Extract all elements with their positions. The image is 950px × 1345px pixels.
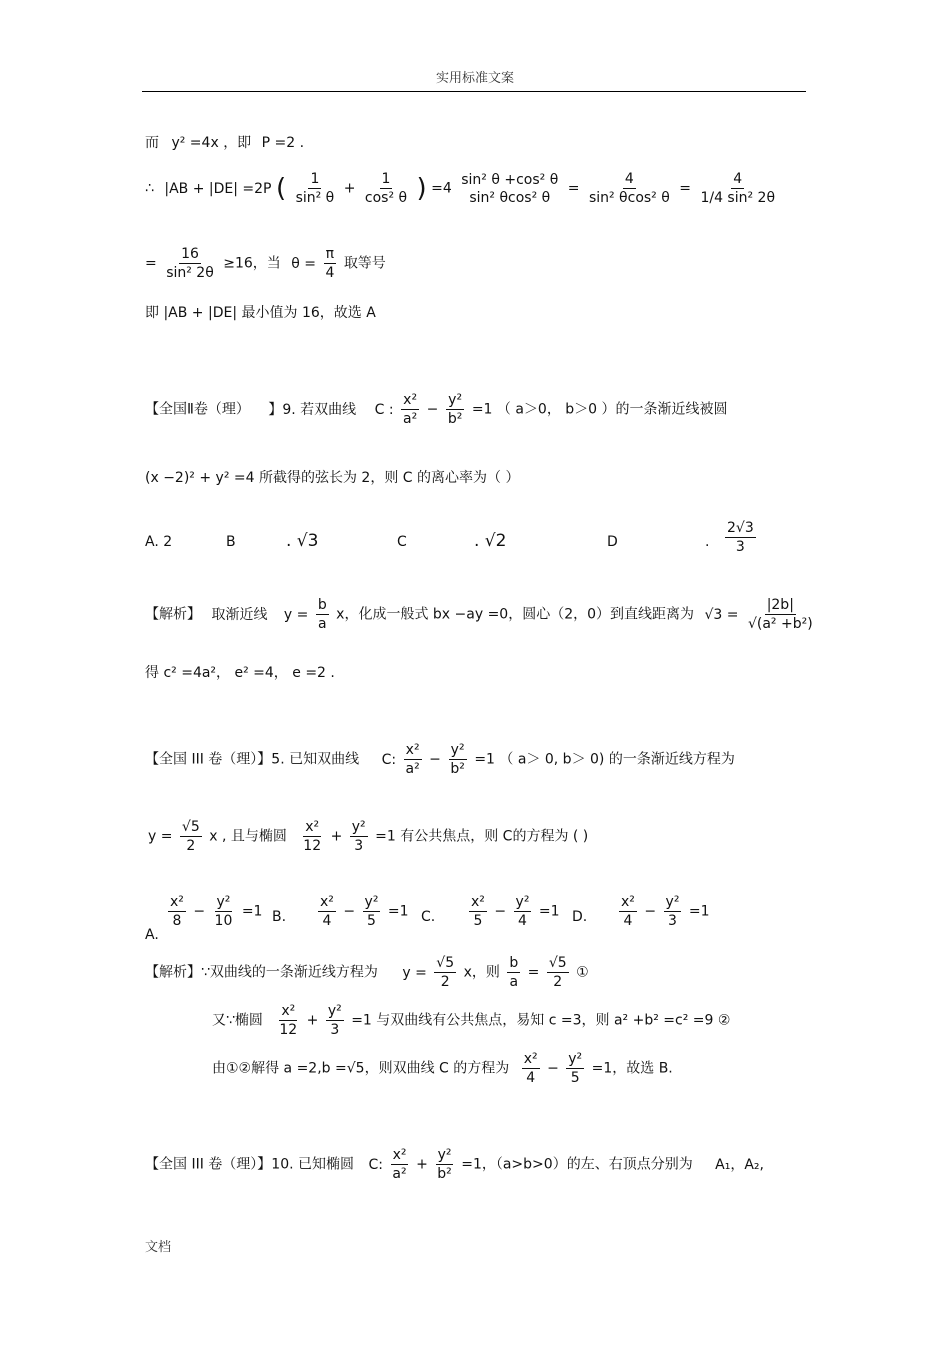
eq-2: = bbox=[679, 180, 691, 197]
q2-rest: =1 （ a＞0， b＞0 ）的一条渐近线被圆 bbox=[471, 401, 728, 418]
q4-a: a² bbox=[392, 1166, 407, 1182]
q4-frac-x bbox=[390, 1148, 408, 1181]
s3-slope-num-2: √5 bbox=[548, 955, 567, 971]
q4-end: A₁，A₂, bbox=[715, 1156, 764, 1173]
q3-slope-den: 2 bbox=[186, 838, 196, 854]
frac-16-den: sin² 2θ bbox=[166, 265, 214, 281]
s3-t: x，则 bbox=[463, 964, 500, 981]
frac-4-den: sin² θcos² θ bbox=[588, 190, 670, 206]
ob-n1: x² bbox=[320, 894, 334, 910]
q2-y: y² bbox=[448, 392, 463, 408]
minus: − bbox=[547, 1060, 559, 1077]
q4-frac-y bbox=[435, 1148, 454, 1181]
oc-n2: y² bbox=[515, 894, 530, 910]
s2-t1: 取渐近线 bbox=[211, 606, 268, 623]
q2-tag: 【全国Ⅱ卷（理） bbox=[145, 401, 250, 418]
q4-c: C: bbox=[368, 1156, 383, 1173]
s3-frac-ba bbox=[507, 956, 520, 989]
s3-l2b: =1 与双曲线有公共焦点，易知 c =3，则 a² +b² =c² =9 ② bbox=[351, 1012, 731, 1029]
frac-16-num: 16 bbox=[181, 246, 199, 262]
s3-tag: 【解析】∵双曲线的一条渐近线方程为 bbox=[145, 964, 378, 981]
paren-left: ( bbox=[275, 173, 287, 204]
line-4: 即 |AB + |DE| 最小值为 16，故选 A bbox=[145, 305, 376, 321]
eq-1: =1 bbox=[688, 903, 710, 920]
frac-5-num: 4 bbox=[733, 171, 743, 187]
oc-f1 bbox=[469, 895, 487, 928]
s2-a: a bbox=[317, 616, 327, 632]
s3-hx-num: x² bbox=[523, 1051, 538, 1067]
frac-1 bbox=[294, 172, 337, 205]
s2-frac-dist bbox=[746, 598, 815, 631]
q2-a: a² bbox=[403, 411, 418, 427]
frac-2-num: 1 bbox=[381, 171, 391, 187]
eq-1: =1 bbox=[241, 903, 263, 920]
s3-l3a: 由①②解得 a =2,b =√5，则双曲线 C 的方程为 bbox=[212, 1060, 510, 1077]
page-header: 实用标准文案 bbox=[435, 71, 514, 86]
q3-y: y² bbox=[450, 742, 465, 758]
solution-2-line-2: 得 c² =4a²， e² =4， e =2 . bbox=[145, 665, 335, 681]
s3-frac-slope bbox=[434, 956, 456, 989]
s3-hx bbox=[522, 1052, 540, 1085]
q2-x: x² bbox=[403, 392, 418, 408]
q3-c: C: bbox=[381, 751, 397, 768]
therefore-symbol: ∴ bbox=[145, 180, 154, 197]
oa-d2: 10 bbox=[214, 913, 233, 929]
q3-option-a-label: A. bbox=[145, 927, 159, 943]
s3-ey-den: 3 bbox=[330, 1022, 340, 1038]
s2-tag: 【解析】 bbox=[145, 606, 201, 623]
solution-3-line-2 bbox=[212, 1004, 730, 1037]
frac-3-num: sin² θ +cos² θ bbox=[461, 171, 559, 188]
q2-frac-x bbox=[401, 393, 419, 426]
line-1 bbox=[145, 136, 304, 150]
header-rule bbox=[142, 91, 806, 92]
line-1-p: P =2 . bbox=[261, 135, 305, 151]
frac-pi-den: 4 bbox=[325, 265, 335, 281]
paren-right: ) bbox=[416, 173, 427, 204]
q3-option-d bbox=[616, 895, 710, 928]
q3-frac-x bbox=[404, 743, 422, 776]
page-footer: 文档 bbox=[145, 1240, 172, 1255]
minus: − bbox=[343, 903, 356, 920]
od-f2 bbox=[664, 895, 682, 928]
minus: − bbox=[429, 751, 441, 768]
minus: − bbox=[426, 401, 439, 418]
frac-1-den: sin² θ bbox=[295, 190, 335, 206]
question-2 bbox=[145, 393, 728, 426]
frac-1-num: 1 bbox=[310, 171, 320, 187]
s3-a: a bbox=[509, 974, 519, 990]
q2-d-frac bbox=[725, 521, 756, 554]
q3-option-c bbox=[466, 895, 560, 928]
line-2 bbox=[145, 172, 780, 205]
line-1-pre: 而 bbox=[145, 135, 159, 151]
s3-slope-num: √5 bbox=[436, 955, 455, 971]
oc-n1: x² bbox=[471, 894, 485, 910]
oa-n1: x² bbox=[170, 894, 184, 910]
oa-d1: 8 bbox=[172, 913, 182, 929]
q2-option-d-dot: . bbox=[705, 534, 710, 550]
q2-option-b-label: B bbox=[226, 534, 236, 550]
q3-tag: 【全国 III 卷（理）】5. 已知双曲线 bbox=[145, 751, 360, 768]
eq-1: =1 bbox=[538, 903, 560, 920]
q4-rest: =1，（a>b>0）的左、右顶点分别为 bbox=[461, 1156, 693, 1173]
s2-sqrt: √3 = bbox=[704, 606, 739, 623]
oa-n2: y² bbox=[216, 894, 231, 910]
q2-option-d-label: D bbox=[607, 534, 618, 550]
question-4 bbox=[145, 1148, 764, 1181]
solution-3 bbox=[145, 956, 589, 989]
oc-f2 bbox=[514, 895, 532, 928]
solution-3-line-3 bbox=[212, 1052, 673, 1085]
oc-d2: 4 bbox=[518, 913, 527, 929]
s3-l3b: =1，故选 B. bbox=[591, 1060, 673, 1077]
q2-c: C : bbox=[374, 401, 394, 418]
q2-option-c-label: C bbox=[397, 534, 407, 550]
od-d2: 3 bbox=[668, 913, 677, 929]
frac-5-den: 1/4 sin² 2θ bbox=[700, 190, 776, 206]
frac-pi bbox=[323, 247, 336, 280]
line-3 bbox=[145, 247, 386, 280]
line-3-end: 取等号 bbox=[343, 255, 386, 272]
q3-b: b² bbox=[450, 761, 465, 777]
line-3-rest: ≥16，当 bbox=[223, 255, 281, 272]
eq-1: =1 bbox=[387, 903, 409, 920]
od-n2: y² bbox=[665, 894, 680, 910]
q3-option-b bbox=[315, 895, 409, 928]
q3-mid: x , 且与椭圆 bbox=[209, 828, 287, 845]
q2-d-den: 3 bbox=[735, 539, 745, 555]
minus: − bbox=[494, 903, 507, 920]
q3-ex-den: 12 bbox=[303, 838, 322, 854]
s2-frac-ba bbox=[316, 598, 329, 631]
line-1-eq: y² =4x bbox=[171, 135, 219, 151]
s3-hy bbox=[566, 1052, 584, 1085]
s3-ex-den: 12 bbox=[279, 1022, 298, 1038]
q2-num: 】9. 若双曲线 bbox=[268, 401, 357, 418]
q2-option-d-value bbox=[722, 521, 759, 554]
q3-option-b-label: B. bbox=[272, 909, 287, 925]
q2-option-a: A. 2 bbox=[145, 534, 173, 550]
ob-n2: y² bbox=[364, 894, 379, 910]
s3-frac-slope-2 bbox=[547, 956, 569, 989]
q3-slope-num: √5 bbox=[181, 819, 200, 835]
frac-2 bbox=[363, 172, 409, 205]
eq: = bbox=[567, 180, 580, 197]
frac-pi-num: π bbox=[325, 246, 335, 262]
q2-b: b² bbox=[447, 411, 463, 427]
od-d1: 4 bbox=[623, 913, 633, 929]
q4-tag: 【全国 III 卷（理）】10. 已知椭圆 bbox=[145, 1156, 355, 1173]
frac-16 bbox=[164, 247, 216, 280]
frac-3 bbox=[459, 173, 560, 205]
q3-ey-den: 3 bbox=[354, 838, 364, 854]
eq-4: =4 bbox=[431, 180, 452, 197]
ob-d2: 5 bbox=[367, 913, 376, 929]
s3-ex-num: x² bbox=[281, 1003, 296, 1019]
s3-ex bbox=[277, 1004, 299, 1037]
q2-option-c-value: . √2 bbox=[474, 531, 507, 551]
s3-l2a: 又∵椭圆 bbox=[212, 1012, 263, 1029]
plus: + bbox=[416, 1156, 428, 1173]
q3-ellipse-y bbox=[350, 820, 368, 853]
line-2-lhs: |AB + |DE| =2P bbox=[164, 180, 272, 197]
s3-y: y = bbox=[402, 964, 427, 981]
q3-a: a² bbox=[405, 761, 420, 777]
ob-d1: 4 bbox=[322, 913, 332, 929]
q4-b: b² bbox=[437, 1166, 452, 1182]
q4-x: x² bbox=[392, 1147, 407, 1163]
q2-frac-y bbox=[446, 393, 465, 426]
q3-ellipse-x bbox=[301, 820, 323, 853]
s3-slope-den-2: 2 bbox=[553, 974, 563, 990]
frac-3-den: sin² θcos² θ bbox=[469, 189, 551, 206]
s3-ey-num: y² bbox=[327, 1003, 342, 1019]
line-1-mid: ，即 bbox=[223, 135, 252, 151]
q3-option-c-label: C. bbox=[421, 909, 436, 925]
od-n1: x² bbox=[621, 894, 635, 910]
s2-dist-den: √(a² +b²) bbox=[747, 616, 813, 632]
q3-option-a bbox=[165, 895, 262, 928]
s3-ey bbox=[326, 1004, 344, 1037]
q3-rest: =1 （ a＞ 0, b＞ 0) 的一条渐近线方程为 bbox=[474, 751, 735, 768]
plus-sign: + bbox=[343, 180, 356, 197]
plus: + bbox=[306, 1012, 319, 1029]
plus: + bbox=[330, 828, 343, 845]
s3-slope-den: 2 bbox=[440, 974, 450, 990]
s3-hy-den: 5 bbox=[570, 1070, 580, 1086]
q2-d-num: 2√3 bbox=[727, 520, 754, 536]
question-3 bbox=[145, 743, 735, 776]
solution-2 bbox=[145, 598, 818, 631]
frac-4 bbox=[587, 172, 672, 205]
ob-f2 bbox=[363, 895, 381, 928]
minus: − bbox=[193, 903, 206, 920]
question-2-line-2: (x −2)² + y² =4 所截得的弦长为 2，则 C 的离心率为（ ） bbox=[145, 470, 520, 486]
q3-frac-y bbox=[448, 743, 467, 776]
s3-hy-num: y² bbox=[568, 1051, 583, 1067]
ob-f1 bbox=[318, 895, 336, 928]
q3-y-eq: y = bbox=[148, 828, 173, 845]
s2-dist-num: |2b| bbox=[766, 597, 794, 613]
oc-d1: 5 bbox=[473, 913, 483, 929]
circle-1: ① bbox=[576, 964, 589, 981]
q3-ey-num: y² bbox=[351, 819, 366, 835]
frac-4-num: 4 bbox=[624, 171, 634, 187]
od-f1 bbox=[619, 895, 637, 928]
theta-eq: θ = bbox=[291, 255, 316, 272]
q3-frac-slope bbox=[180, 820, 202, 853]
oa-f2 bbox=[213, 895, 235, 928]
q3-end: =1 有公共焦点，则 C的方程为 ( ) bbox=[375, 828, 589, 845]
q2-option-b-value: . √3 bbox=[286, 531, 319, 551]
oa-f1 bbox=[168, 895, 186, 928]
s2-b: b bbox=[317, 597, 327, 613]
s3-hx-den: 4 bbox=[526, 1070, 536, 1086]
q4-y: y² bbox=[437, 1147, 452, 1163]
q3-option-d-label: D. bbox=[572, 909, 588, 925]
s3-b: b bbox=[509, 955, 519, 971]
minus: − bbox=[644, 903, 657, 920]
s2-t2: x，化成一般式 bx −ay =0，圆心（2，0）到直线距离为 bbox=[336, 606, 695, 623]
s2-y: y = bbox=[283, 606, 309, 623]
q3-x: x² bbox=[405, 742, 420, 758]
question-3-line-2 bbox=[148, 820, 588, 853]
q3-ex-num: x² bbox=[305, 819, 320, 835]
eq: = bbox=[527, 964, 540, 981]
eq: = bbox=[145, 255, 157, 272]
frac-5 bbox=[698, 172, 777, 205]
frac-2-den: cos² θ bbox=[364, 190, 408, 206]
